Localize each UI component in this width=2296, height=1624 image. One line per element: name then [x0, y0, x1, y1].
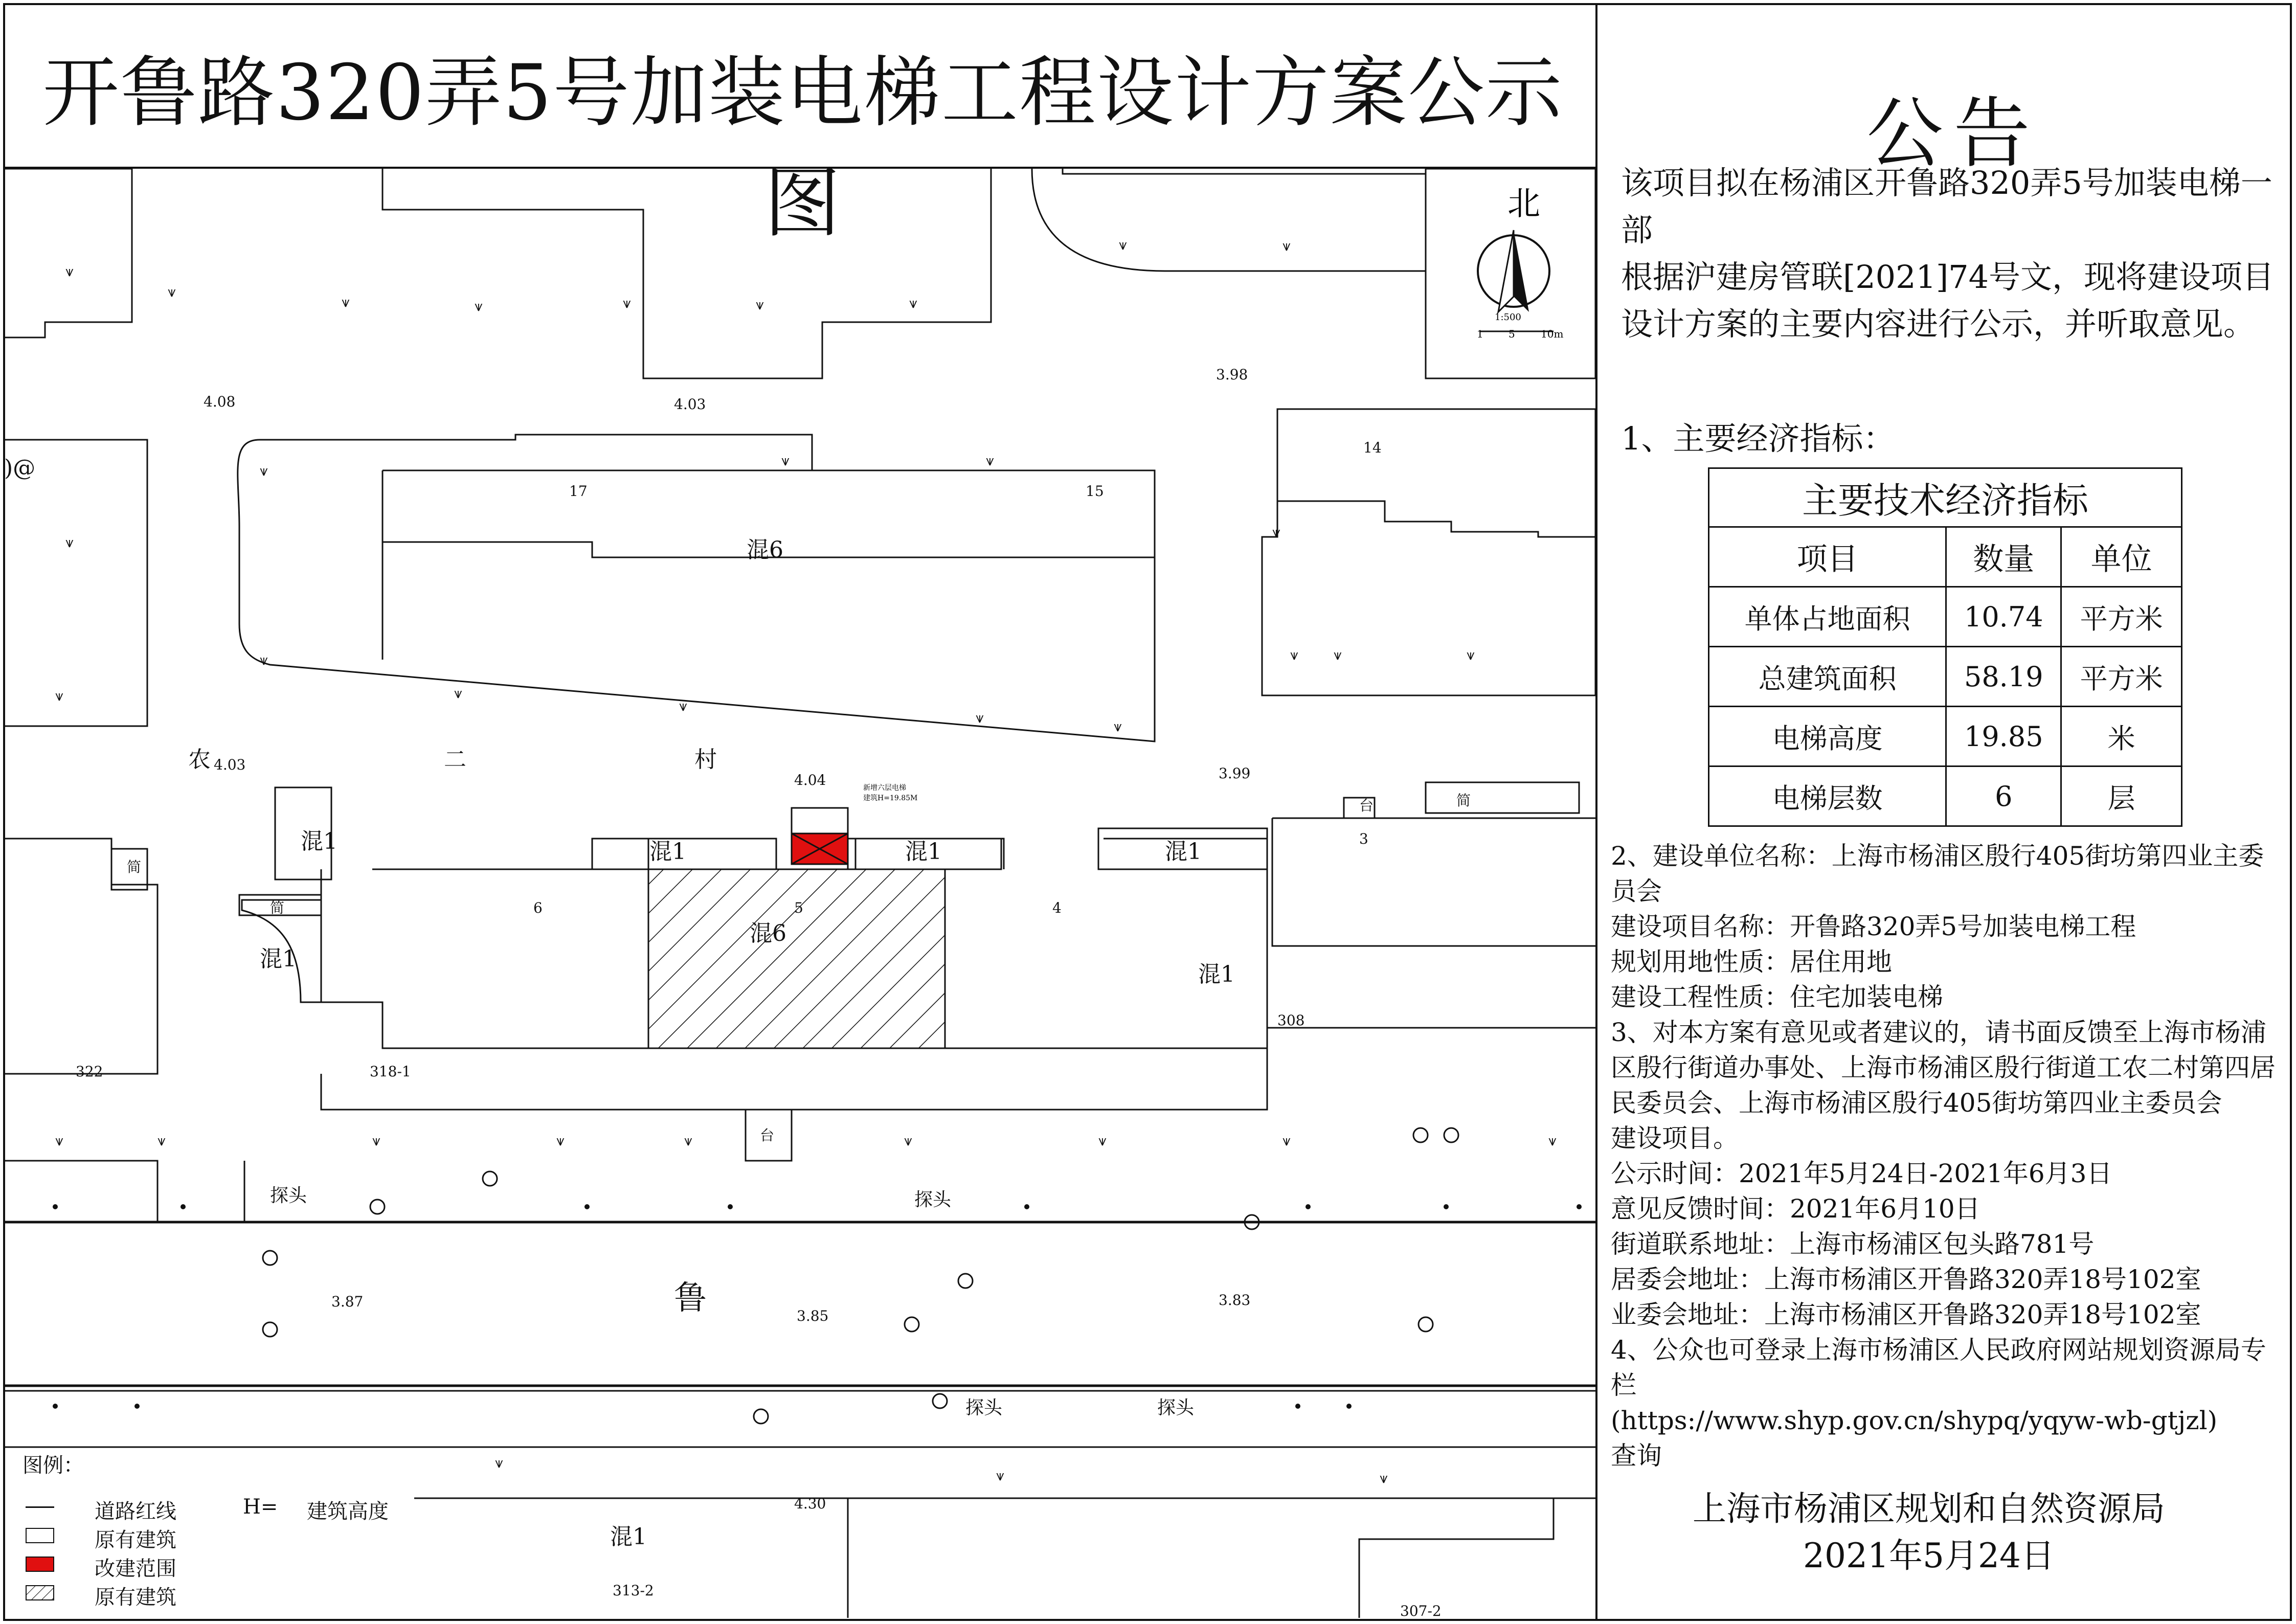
svg-text:⩛: ⩛: [1098, 1132, 1107, 1149]
label-lu: 鲁: [674, 1279, 707, 1317]
label-hun1-b: 混1: [260, 946, 297, 972]
table-row: [1709, 766, 2182, 826]
svg-text:⩛: ⩛: [55, 1132, 63, 1149]
label-tai-2: 台: [760, 1127, 775, 1144]
cell: 58.19: [1946, 647, 2061, 707]
svg-text:⩛: ⩛: [372, 1132, 380, 1149]
header-item: 项目: [1709, 527, 1946, 587]
svg-text:⩛: ⩛: [1114, 718, 1122, 735]
svg-text:⩛: ⩛: [756, 296, 764, 313]
svg-text:⩛: ⩛: [1282, 237, 1291, 254]
legend-height-label: 建筑高度: [307, 1500, 389, 1523]
svg-text:⩛: ⩛: [1119, 236, 1127, 253]
legend-road-line-swatch: [26, 1506, 54, 1508]
elev-4-03: 4.03: [674, 396, 706, 413]
cell: 米: [2061, 707, 2182, 766]
building-courtyard-upper: [382, 470, 1155, 660]
building-outline-top-left: [4, 169, 132, 337]
info-line: 查询: [1611, 1441, 1662, 1471]
legend-modify-swatch: [26, 1557, 54, 1572]
svg-text:⩛: ⩛: [904, 1132, 912, 1149]
svg-text:⩛: ⩛: [1290, 646, 1298, 663]
elevator-note-1: 新增六层电梯: [863, 784, 906, 792]
label-tantou-1: 探头: [270, 1185, 307, 1206]
legend-title: 图例：: [22, 1454, 84, 1477]
compass-needle-icon: [1498, 230, 1514, 312]
info-line: 建设工程性质：住宅加装电梯: [1611, 982, 1943, 1012]
label-322: 322: [76, 1063, 103, 1080]
elev-4-30: 4.30: [794, 1495, 826, 1512]
building-outline-south-1: [505, 1498, 1595, 1618]
elev-3-85: 3.85: [797, 1307, 829, 1324]
label-15: 15: [1086, 483, 1104, 500]
svg-text:⩛: ⩛: [986, 452, 994, 469]
cell: 19.85: [1946, 707, 2061, 766]
label-tai-1: 台: [1359, 797, 1374, 814]
cell: 单体占地面积: [1709, 587, 1946, 647]
label-jian-2: 简: [270, 899, 285, 916]
scale-tick-10: 10m: [1541, 328, 1564, 340]
issuer: 上海市杨浦区规划和自然资源局: [1693, 1489, 2165, 1528]
label-hun1-e: 混1: [1165, 839, 1202, 865]
header-unit: 单位: [2061, 527, 2182, 587]
compass-scale: 1:500: [1495, 312, 1521, 323]
label-17: 17: [569, 483, 588, 500]
elev-3-98: 3.98: [1216, 366, 1248, 383]
legend-road-line: 道路红线: [95, 1500, 176, 1523]
building-outline-top-middle: [382, 169, 991, 378]
cell: 电梯高度: [1709, 707, 1946, 766]
indicators-lead: 1、主要经济指标：: [1621, 420, 1895, 457]
svg-text:⩛: ⩛: [556, 1132, 565, 1149]
label-jian-1: 简: [127, 859, 142, 875]
label-hun1-a: 混1: [301, 828, 337, 854]
svg-text:⩛: ⩛: [495, 1454, 503, 1471]
cell: 10.74: [1946, 587, 2061, 647]
road-red-line-north: [4, 1161, 1595, 1222]
label-er: 二: [444, 747, 466, 773]
label-at: )@: [4, 455, 36, 481]
scale-tick-1: 1: [1477, 328, 1483, 340]
svg-text:⩛: ⩛: [342, 294, 350, 310]
indicators-caption: 主要技术经济指标: [1709, 468, 2182, 527]
label-hun1-d: 混1: [905, 839, 942, 865]
building-outline-south-2: [894, 1498, 1554, 1618]
signature-block: [1693, 1485, 2165, 1580]
legend-modify: 改建范围: [95, 1557, 176, 1581]
label-5: 5: [794, 899, 803, 916]
notice-info: [1611, 839, 2281, 1474]
cell: 总建筑面积: [1709, 647, 1946, 707]
table-row: [1709, 587, 2182, 647]
svg-text:⩛: ⩛: [168, 283, 176, 300]
info-line: 居委会地址：上海市杨浦区开鲁路320弄18号102室: [1611, 1265, 2201, 1294]
building-outline-no14: [1262, 409, 1595, 695]
label-hun1-f: 混1: [1198, 961, 1235, 987]
label-nong: 农: [188, 747, 211, 773]
label-6: 6: [533, 899, 543, 916]
info-line: 街道联系地址：上海市杨浦区包头路781号: [1611, 1229, 2095, 1259]
building-outline-hun6-north: [238, 435, 1155, 741]
notice-para-2: 根据沪建房管联[2021]74号文，现将建设项目设计方案的主要内容进行公示，并听取意见。: [1621, 258, 2275, 343]
svg-text:⩛: ⩛: [781, 452, 790, 469]
cell: 平方米: [2061, 647, 2182, 707]
info-line: 建设项目。: [1611, 1123, 1739, 1153]
label-313-2: 313-2: [613, 1582, 654, 1599]
issue-date: 2021年5月24日: [1803, 1536, 2055, 1575]
label-4: 4: [1052, 899, 1062, 916]
label-tantou-2: 探头: [914, 1189, 952, 1210]
notice-intro: [1621, 160, 2281, 348]
header-quantity: 数量: [1946, 527, 2061, 587]
cell: 层: [2061, 766, 2182, 826]
cell: 6: [1946, 766, 2061, 826]
elev-3-99: 3.99: [1219, 765, 1251, 782]
legend-existing-hatch: 原有建筑: [95, 1586, 176, 1609]
legend-box: [5, 1449, 414, 1618]
info-link: (https://www.shyp.gov.cn/shypq/yqyw-wb-gtjzl): [1611, 1406, 2218, 1435]
svg-text:⩛: ⩛: [475, 298, 483, 314]
svg-text:⩛: ⩛: [454, 685, 462, 702]
label-jian-3: 简: [1456, 792, 1471, 809]
cell: 平方米: [2061, 587, 2182, 647]
svg-text:⩛: ⩛: [1467, 646, 1475, 663]
legend-height-key: H=: [243, 1495, 278, 1519]
svg-text:⩛: ⩛: [1282, 1132, 1291, 1149]
compass-label: 北: [1507, 185, 1540, 223]
info-line: 公示时间：2021年5月24日-2021年6月3日: [1611, 1159, 2112, 1188]
label-cun: 村: [694, 747, 717, 773]
table-row: [1709, 647, 2182, 707]
building-outline-no3: [1272, 818, 1595, 946]
info-line: 2、建设单位名称：上海市杨浦区殷行405街坊第四业主委员会: [1611, 841, 2264, 906]
svg-text:⩛: ⩛: [260, 651, 268, 668]
svg-text:⩛: ⩛: [1380, 1470, 1388, 1486]
table-row: [1709, 707, 2182, 766]
svg-text:⩛: ⩛: [157, 1132, 166, 1149]
elev-3-83: 3.83: [1219, 1292, 1251, 1309]
notice-para-1: 该项目拟在杨浦区开鲁路320弄5号加装电梯一部: [1621, 164, 2272, 249]
scale-tick-5: 5: [1509, 328, 1515, 340]
info-line: 建设项目名称：开鲁路320弄5号加装电梯工程: [1611, 912, 2136, 941]
svg-text:⩛: ⩛: [55, 687, 63, 704]
label-tantou-4: 探头: [1157, 1397, 1195, 1418]
page-title: 开鲁路320弄5号加装电梯工程设计方案公示图: [42, 49, 1563, 248]
info-line: 业委会地址：上海市杨浦区开鲁路320弄18号102室: [1611, 1300, 2201, 1329]
info-line: 3、对本方案有意见或者建议的，请书面反馈至上海市杨浦区殷行街道办事处、上海市杨浦区殷行街道工农二村第四居民委员会、上海市杨浦区殷行405街坊第四业主委员会: [1611, 1018, 2276, 1118]
label-hun1-c: 混1: [649, 839, 686, 865]
legend-hatch-swatch: [26, 1585, 54, 1600]
info-line: 规划用地性质：居住用地: [1611, 947, 1892, 977]
label-14: 14: [1363, 439, 1382, 456]
svg-text:⩛: ⩛: [976, 709, 984, 726]
elev-4-04: 4.04: [794, 772, 826, 788]
label-hun6-north: 混6: [747, 537, 783, 563]
cell: 电梯层数: [1709, 766, 1946, 826]
svg-text:⩛: ⩛: [65, 534, 74, 551]
label-308: 308: [1277, 1012, 1305, 1029]
info-line: 意见反馈时间：2021年6月10日: [1611, 1194, 1980, 1224]
svg-text:⩛: ⩛: [1334, 646, 1342, 663]
svg-text:⩛: ⩛: [684, 1132, 692, 1149]
building-outline-no14-steps: [1277, 501, 1595, 537]
building-outline-top-right: [1032, 169, 1426, 271]
label-tantou-3: 探头: [965, 1397, 1003, 1418]
svg-text:⩛: ⩛: [623, 295, 631, 311]
label-307-2: 307-2: [1400, 1603, 1442, 1618]
svg-text:⩛: ⩛: [996, 1467, 1004, 1484]
elevator-note-2: 建筑H=19.85M: [863, 794, 918, 802]
label-hun1-g: 混1: [610, 1524, 647, 1550]
svg-text:⩛: ⩛: [260, 462, 268, 479]
existing-building-hatched: [648, 869, 945, 1048]
elev-4-08: 4.08: [204, 393, 236, 410]
label-hun6-south: 混6: [750, 920, 786, 946]
svg-text:⩛: ⩛: [679, 697, 687, 714]
elev-4-03-b: 4.03: [214, 756, 246, 773]
svg-text:⩛: ⩛: [65, 263, 74, 280]
panel-divider: [1595, 3, 1597, 1621]
site-plan-map: [4, 169, 1595, 1618]
elev-3-87: 3.87: [331, 1293, 364, 1310]
legend-existing-swatch: [26, 1528, 54, 1543]
label-318: 318-1: [370, 1063, 411, 1080]
legend-existing: 原有建筑: [95, 1528, 176, 1552]
notice-heading: 公告: [1866, 89, 2041, 178]
info-line: 4、公众也可登录上海市杨浦区人民政府网站规划资源局专栏: [1611, 1335, 2266, 1400]
building-outline-west-block: [4, 440, 147, 726]
svg-text:⩛: ⩛: [1548, 1132, 1557, 1149]
svg-text:⩛: ⩛: [909, 295, 917, 311]
label-3: 3: [1359, 830, 1368, 847]
svg-text:⩛: ⩛: [1272, 524, 1280, 540]
building-outline-308: [321, 1028, 1595, 1110]
indicators-table: [1708, 467, 2182, 827]
